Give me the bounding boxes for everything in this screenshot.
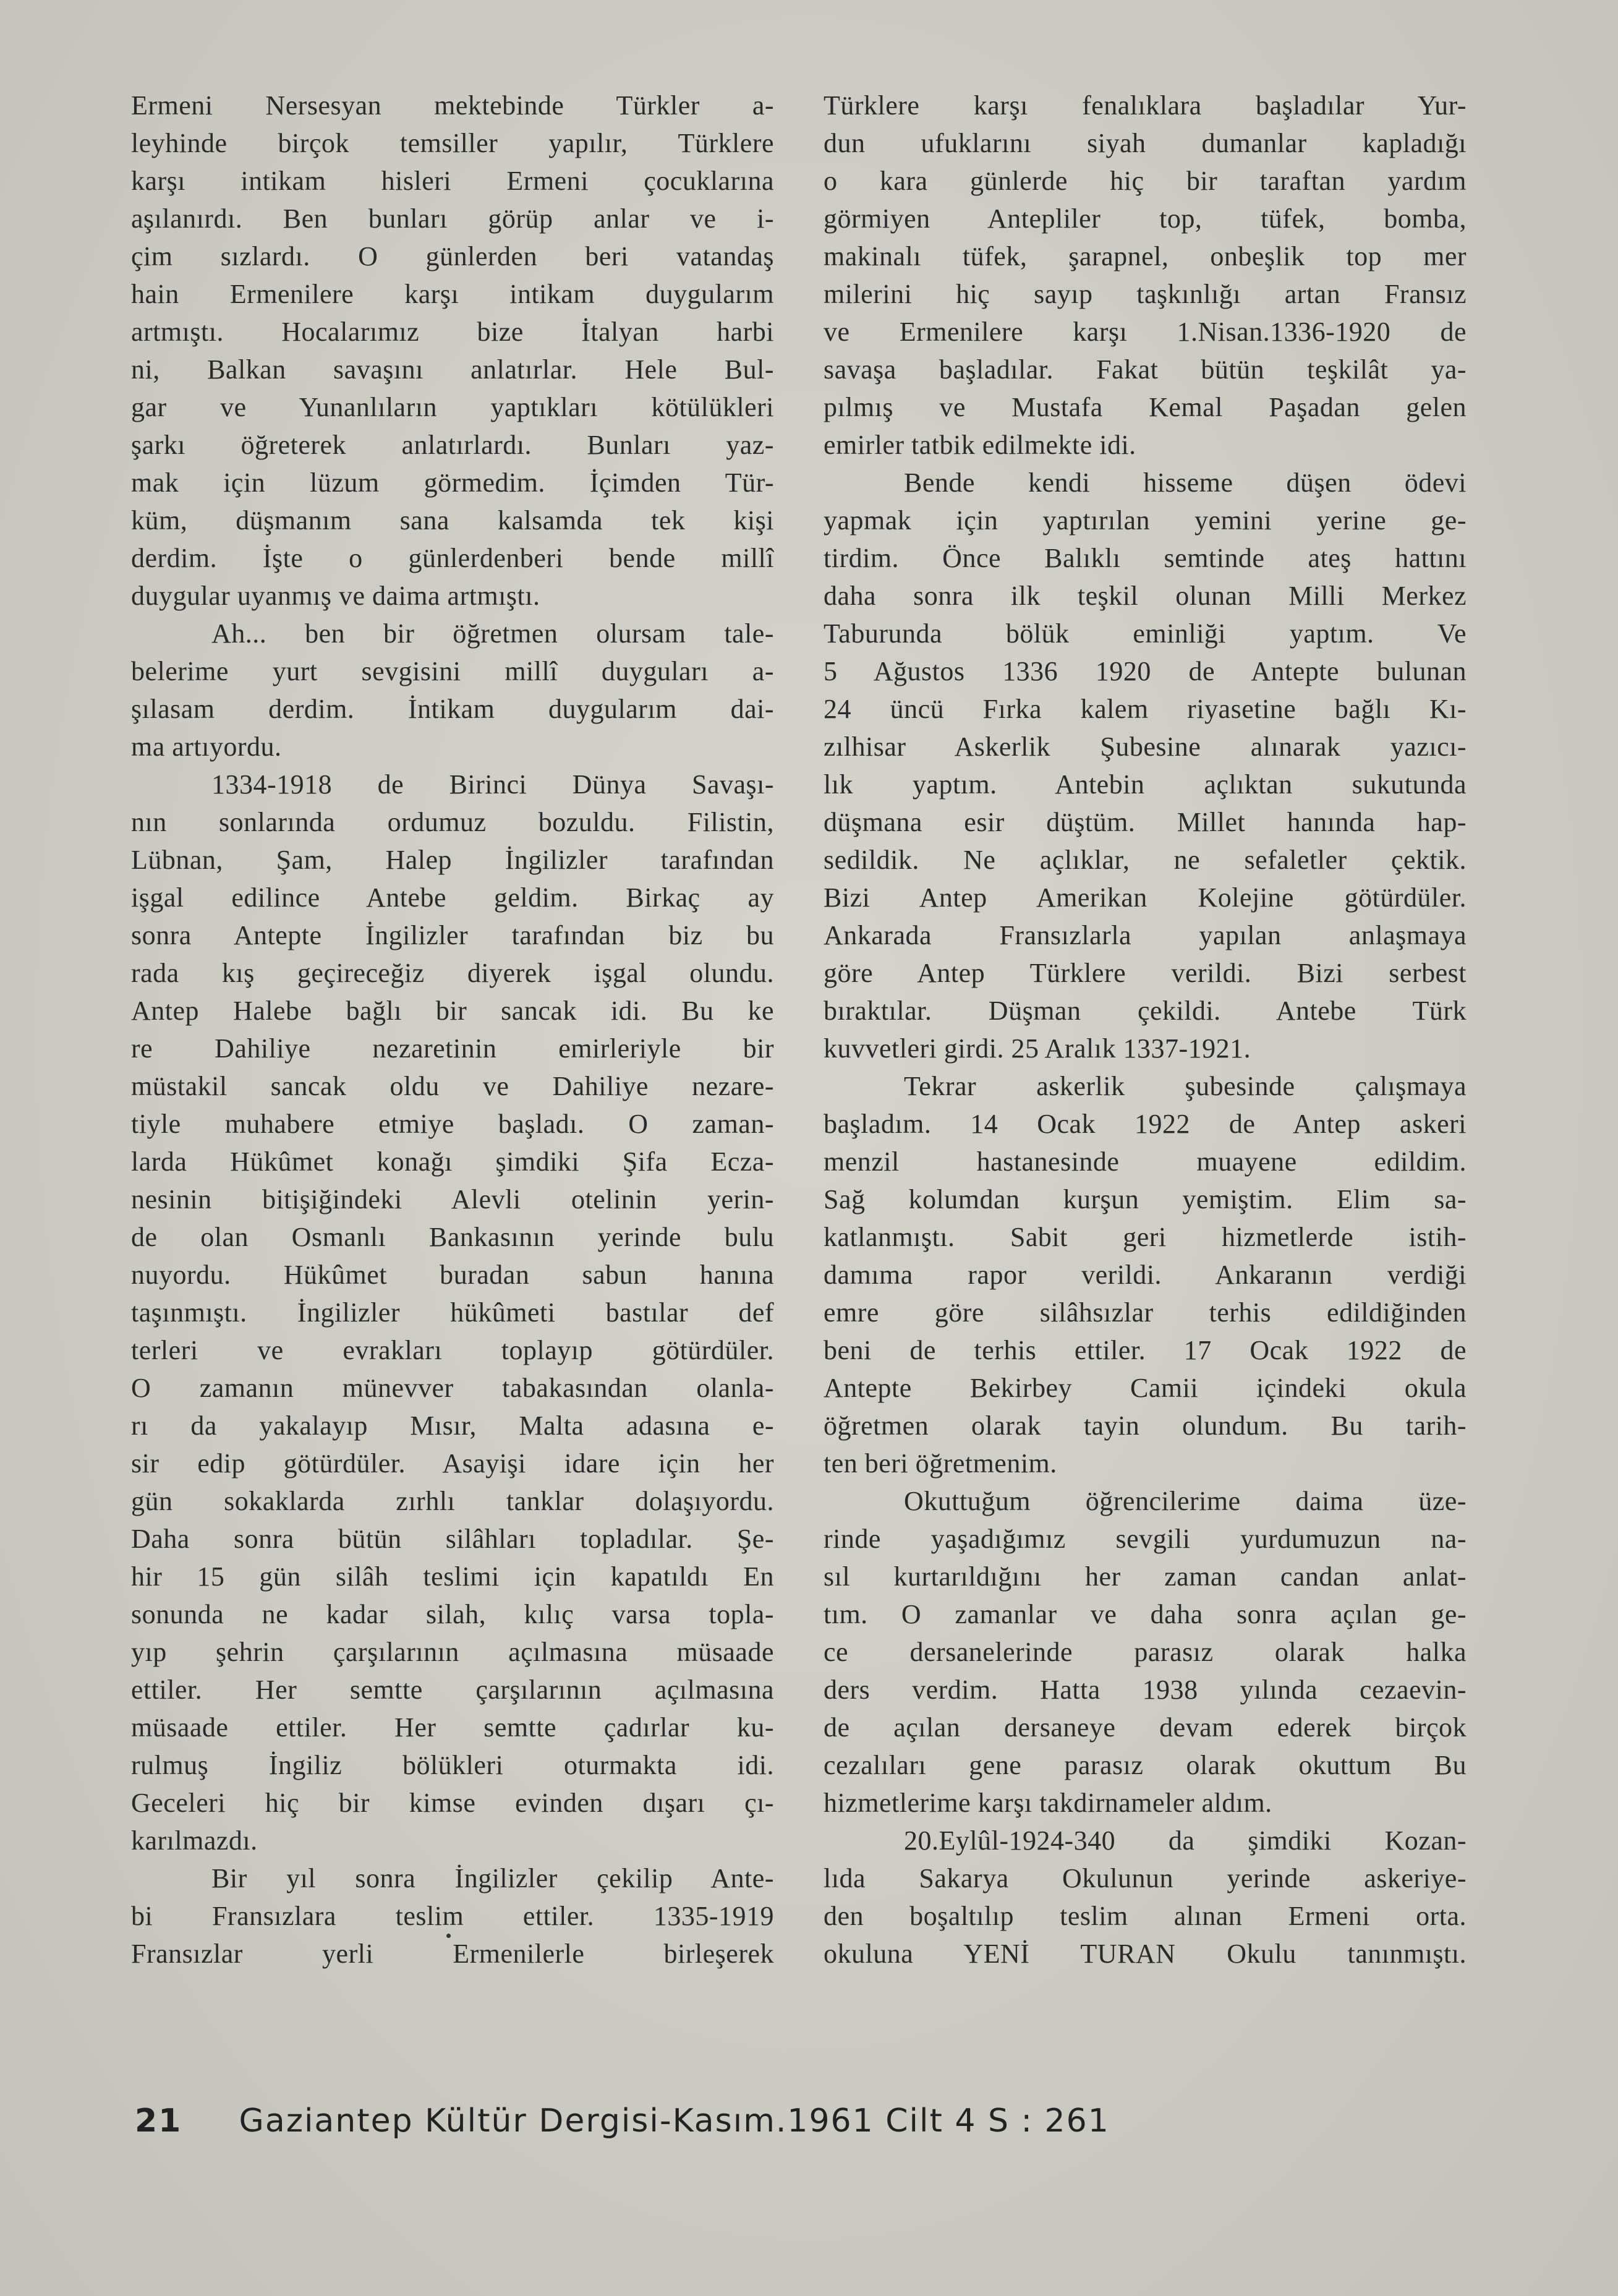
- text-line: 5 Ağustos 1336 1920 de Antepte bulunan: [824, 656, 1467, 686]
- text-line: düşmana esir düştüm. Millet hanında hap-: [824, 807, 1467, 837]
- text-line: O zamanın münevver tabakasından olanla-: [131, 1373, 774, 1403]
- right-text-column: [824, 87, 1467, 1973]
- text-line: tım. O zamanlar ve daha sonra açılan ge-: [824, 1599, 1467, 1629]
- text-line: re Dahiliye nezaretinin emirleriyle bir: [131, 1033, 774, 1064]
- text-line: hain Ermenilere karşı intikam duygularım: [131, 279, 774, 309]
- text-line: rulmuş İngiliz bölükleri oturmakta idi.: [131, 1750, 774, 1780]
- text-line: nın sonlarında ordumuz bozuldu. Filistin,: [131, 807, 774, 837]
- text-line: Sağ kolumdan kurşun yemiştim. Elim sa-: [824, 1184, 1467, 1214]
- text-line: savaşa başladılar. Fakat bütün teşkilât ya-: [824, 354, 1467, 385]
- text-line: Daha sonra bütün silâhları topladılar. Şe-: [131, 1524, 774, 1554]
- text-line: leyhinde birçok temsiller yapılır, Türklere: [131, 128, 774, 158]
- text-line: tirdim. Önce Balıklı semtinde ateş hattını: [824, 543, 1467, 573]
- text-line: tiyle muhabere etmiye başladı. O zaman-: [131, 1109, 774, 1139]
- text-line: Fransızlar yerli Ermenilerle birleşerek: [131, 1939, 774, 1969]
- text-line: sir edip götürdüler. Asayişi idare için her: [131, 1448, 774, 1479]
- text-line: Tekrar askerlik şubesinde çalışmaya: [904, 1071, 1467, 1101]
- text-line: lıda Sakarya Okulunun yerinde askeriye-: [824, 1863, 1467, 1893]
- text-line: den boşaltılıp teslim alınan Ermeni orta.: [824, 1901, 1467, 1931]
- text-line: larda Hükûmet konağı şimdiki Şifa Ecza-: [131, 1146, 774, 1177]
- text-line: gün sokaklarda zırhlı tanklar dolaşıyordu.: [131, 1486, 774, 1516]
- text-line: 20.Eylûl-1924-340 da şimdiki Kozan-: [904, 1825, 1467, 1856]
- text-line: Türklere karşı fenalıklara başladılar Yur-: [824, 90, 1467, 121]
- text-line: pılmış ve Mustafa Kemal Paşadan gelen: [824, 392, 1467, 422]
- text-line: beni de terhis ettiler. 17 Ocak 1922 de: [824, 1335, 1467, 1365]
- text-line: sonunda ne kadar silah, kılıç varsa topla-: [131, 1599, 774, 1629]
- text-line: küm, düşmanım sana kalsamda tek kişi: [131, 505, 774, 536]
- text-line: duygular uyanmış ve daima artmıştı.: [131, 581, 540, 611]
- text-line: lık yaptım. Antebin açlıktan sukutunda: [824, 769, 1467, 800]
- text-line: Antepte Bekirbey Camii içindeki okula: [824, 1373, 1467, 1403]
- text-line: görmiyen Antepliler top, tüfek, bomba,: [824, 203, 1467, 234]
- text-line: emirler tatbik edilmekte idi.: [824, 430, 1136, 460]
- text-line: göre Antep Türklere verildi. Bizi serbest: [824, 958, 1467, 988]
- text-line: ten beri öğretmenim.: [824, 1448, 1057, 1479]
- text-line: bi Fransızlara teslim ettiler. 1335-1919: [131, 1901, 774, 1931]
- text-line: Lübnan, Şam, Halep İngilizler tarafından: [131, 845, 774, 875]
- text-line: sonra Antepte İngilizler tarafından biz bu: [131, 920, 774, 950]
- text-line: şılasam derdim. İntikam duygularım dai-: [131, 694, 774, 724]
- text-line: bıraktılar. Düşman çekildi. Antebe Türk: [824, 996, 1467, 1026]
- text-line: rinde yaşadığımız sevgili yurdumuzun na-: [824, 1524, 1467, 1554]
- text-line: emre göre silâhsızlar terhis edildiğinden: [824, 1297, 1467, 1328]
- text-line: şarkı öğreterek anlatırlardı. Bunları yaz-: [131, 430, 774, 460]
- text-line: ni, Balkan savaşını anlatırlar. Hele Bul-: [131, 354, 774, 385]
- text-line: terleri ve evrakları toplayıp götürdüler.: [131, 1335, 774, 1365]
- text-line: Bir yıl sonra İngilizler çekilip Ante-: [211, 1863, 774, 1893]
- text-line: daha sonra ilk teşkil olunan Milli Merkez: [824, 581, 1467, 611]
- text-line: başladım. 14 Ocak 1922 de Antep askeri: [824, 1109, 1467, 1139]
- text-line: taşınmıştı. İngilizler hükûmeti bastılar def: [131, 1297, 774, 1328]
- text-line: o kara günlerde hiç bir taraftan yardım: [824, 166, 1467, 196]
- text-line: sedildik. Ne açlıklar, ne sefaletler çektik.: [824, 845, 1467, 875]
- text-line: ettiler. Her semtte çarşılarının açılmasına: [131, 1675, 774, 1705]
- ink-speck: [446, 1934, 451, 1938]
- text-line: rı da yakalayıp Mısır, Malta adasına e-: [131, 1410, 774, 1441]
- page-number: 21: [135, 2102, 182, 2140]
- text-line: müsaade ettiler. Her semtte çadırlar ku-: [131, 1712, 774, 1743]
- text-line: müstakil sancak oldu ve Dahiliye nezare-: [131, 1071, 774, 1101]
- text-line: yapmak için yaptırılan yemini yerine ge-: [824, 505, 1467, 536]
- text-line: milerini hiç sayıp taşkınlığı artan Fransız: [824, 279, 1467, 309]
- text-line: ve Ermenilere karşı 1.Nisan.1336-1920 de: [824, 317, 1467, 347]
- text-line: Bende kendi hisseme düşen ödevi: [904, 467, 1467, 498]
- text-line: kuvvetleri girdi. 25 Aralık 1337-1921.: [824, 1033, 1251, 1064]
- text-line: yıp şehrin çarşılarının açılmasına müsaade: [131, 1637, 774, 1667]
- text-line: okuluna YENİ TURAN Okulu tanınmıştı.: [824, 1939, 1467, 1969]
- text-line: öğretmen olarak tayin olundum. Bu tarih-: [824, 1410, 1467, 1441]
- text-line: de açılan dersaneye devam ederek birçok: [824, 1712, 1467, 1743]
- text-line: 24 üncü Fırka kalem riyasetine bağlı Kı-: [824, 694, 1467, 724]
- text-line: ce dersanelerinde parasız olarak halka: [824, 1637, 1467, 1667]
- text-line: nesinin bitişiğindeki Alevli otelinin yerin-: [131, 1184, 774, 1214]
- text-line: işgal edilince Antebe geldim. Birkaç ay: [131, 882, 774, 913]
- text-line: ma artıyordu.: [131, 732, 282, 762]
- text-line: aşılanırdı. Ben bunları görüp anlar ve i-: [131, 203, 774, 234]
- text-line: sıl kurtarıldığını her zaman candan anlat-: [824, 1561, 1467, 1592]
- text-line: Ankarada Fransızlarla yapılan anlaşmaya: [824, 920, 1467, 950]
- text-line: karılmazdı.: [131, 1825, 258, 1856]
- text-line: makinalı tüfek, şarapnel, onbeşlik top mer: [824, 241, 1467, 271]
- text-line: artmıştı. Hocalarımız bize İtalyan harbi: [131, 317, 774, 347]
- text-line: nuyordu. Hükûmet buradan sabun hanına: [131, 1260, 774, 1290]
- text-line: mak için lüzum görmedim. İçimden Tür-: [131, 467, 774, 498]
- text-line: hizmetlerime karşı takdirnameler aldım.: [824, 1788, 1272, 1818]
- text-line: Geceleri hiç bir kimse evinden dışarı çı-: [131, 1788, 774, 1818]
- left-text-column: [131, 87, 774, 1973]
- text-line: Antep Halebe bağlı bir sancak idi. Bu ke: [131, 996, 774, 1026]
- text-line: Taburunda bölük eminliği yaptım. Ve: [824, 618, 1467, 649]
- text-line: gar ve Yunanlıların yaptıkları kötülükleri: [131, 392, 774, 422]
- page-footer: [135, 2096, 1446, 2146]
- text-line: hir 15 gün silâh teslimi için kapatıldı En: [131, 1561, 774, 1592]
- text-line: Bizi Antep Amerikan Kolejine götürdüler.: [824, 882, 1467, 913]
- text-line: katlanmıştı. Sabit geri hizmetlerde istih-: [824, 1222, 1467, 1252]
- text-line: çim sızlardı. O günlerden beri vatandaş: [131, 241, 774, 271]
- text-line: menzil hastanesinde muayene edildim.: [824, 1146, 1467, 1177]
- text-line: belerime yurt sevgisini millî duyguları a-: [131, 656, 774, 686]
- text-line: karşı intikam hisleri Ermeni çocuklarına: [131, 166, 774, 196]
- text-line: de olan Osmanlı Bankasının yerinde bulu: [131, 1222, 774, 1252]
- text-line: damıma rapor verildi. Ankaranın verdiği: [824, 1260, 1467, 1290]
- text-line: zılhisar Askerlik Şubesine alınarak yazıcı-: [824, 732, 1467, 762]
- text-line: dun ufuklarını siyah dumanlar kapladığı: [824, 128, 1467, 158]
- text-line: Ermeni Nersesyan mektebinde Türkler a-: [131, 90, 774, 121]
- text-line: rada kış geçireceğiz diyerek işgal olundu.: [131, 958, 774, 988]
- text-line: 1334-1918 de Birinci Dünya Savaşı-: [211, 769, 774, 800]
- text-line: cezalıları gene parasız olarak okuttum Bu: [824, 1750, 1467, 1780]
- text-line: derdim. İşte o günlerdenberi bende millî: [131, 543, 774, 573]
- text-line: ders verdim. Hatta 1938 yılında cezaevin-: [824, 1675, 1467, 1705]
- text-line: Ah... ben bir öğretmen olursam tale-: [211, 618, 774, 649]
- text-line: Okuttuğum öğrencilerime daima üze-: [904, 1486, 1467, 1516]
- journal-citation: Gaziantep Kültür Dergisi-Kasım.1961 Cilt 4 S : 261: [239, 2102, 1110, 2140]
